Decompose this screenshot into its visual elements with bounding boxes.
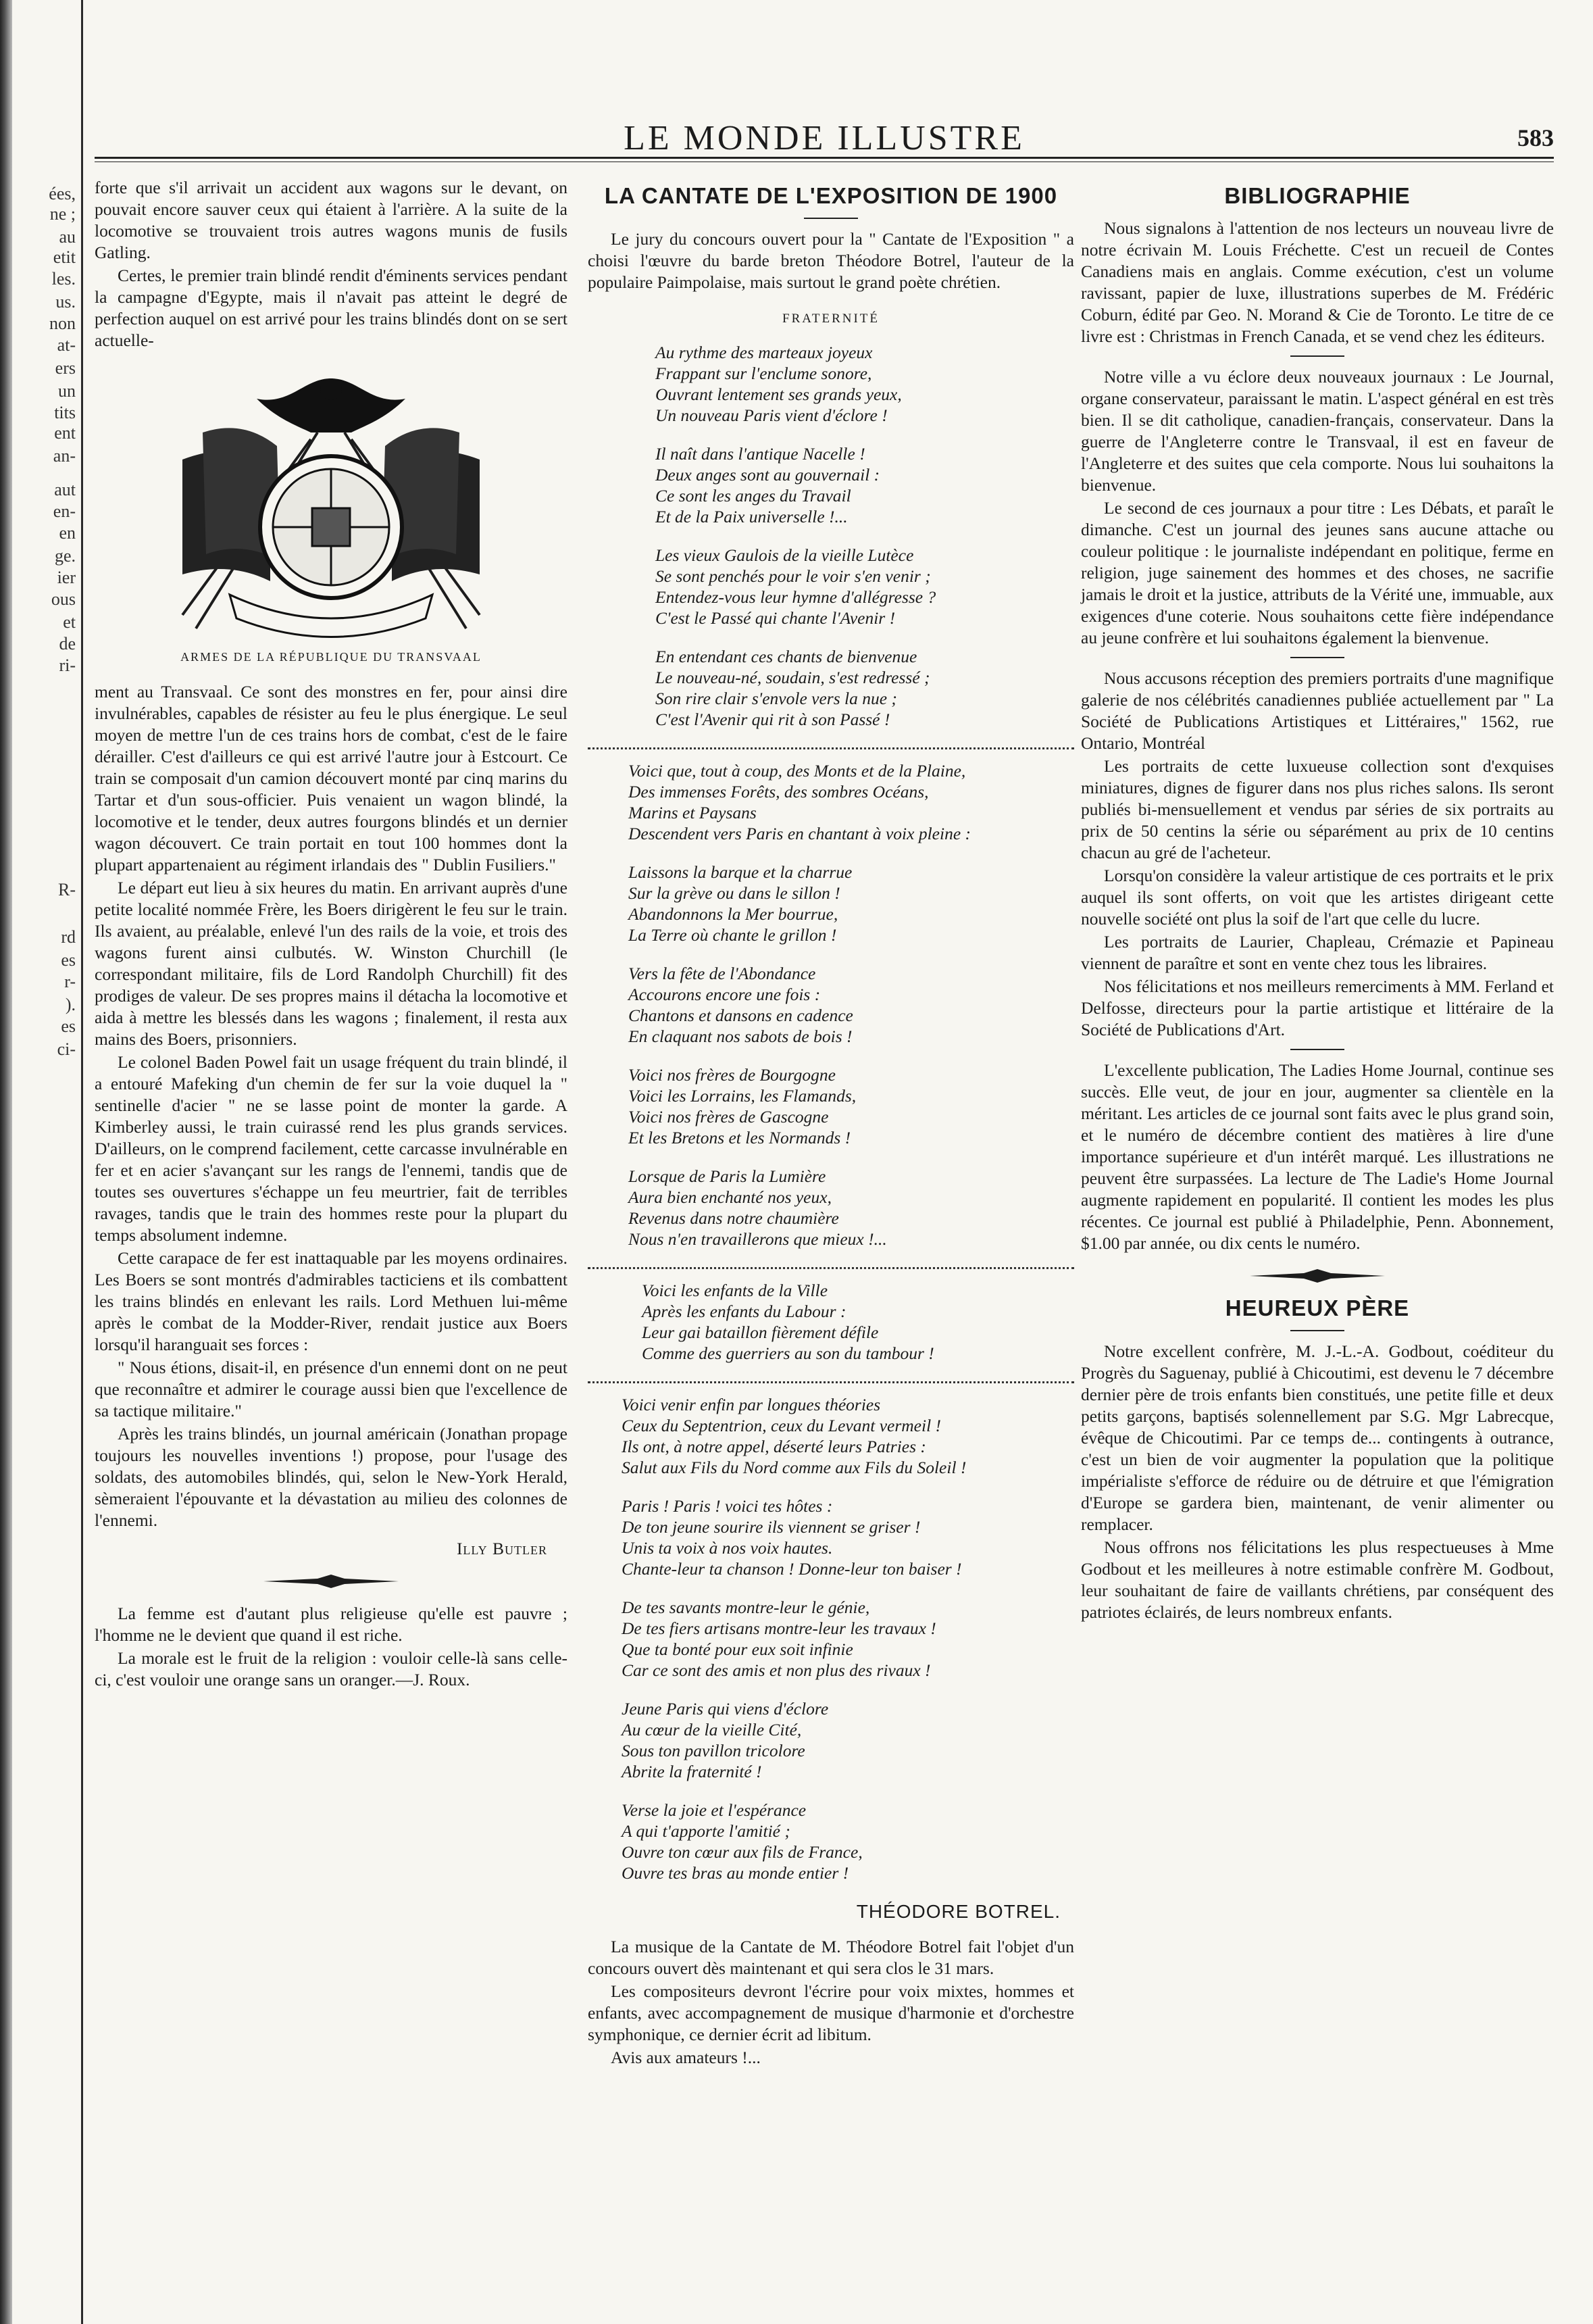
poem-stanza [588,1394,1074,1478]
edge-fragment: non [49,314,76,333]
poem-line: Que ta bonté pour eux soit infinie [622,1639,853,1659]
poem-line: Voici les enfants de la Ville [642,1281,828,1300]
paragraph: L'excellente publication, The Ladies Home Journal, continue ses succès. Elle veut, de jour en jour, augmenter sa clientèle en la méritant. Les articles de ce journal sont faits avec le plus grand soin, et le numéro de décembre contient des matières à lire d'une importance supérieure et d'un intérêt marqué. Les illustrations ne peuvent être surpassées. La lecture de The Ladie's Home Journal augmente rapidement en popularité. Il contient les modes les plus récentes. Ce journal est publié à Philadelphie, Penn. Abonnement, $1.00 par année, ou dix cents le numéro. [1081,1060,1554,1253]
poem-line: Entendez-vous leur hymne d'allégresse ? [655,587,936,607]
paragraph: Nos félicitations et nos meilleurs remerciments à MM. Ferland et Delfosse, directeurs pour la partie artistique et littéraire de la Société de Publications d'Art. [1081,976,1554,1039]
paragraph: La femme est d'autant plus religieuse qu'elle est pauvre ; l'homme ne le devient que quand il est riche. [95,1604,567,1645]
paragraph: Nous accusons réception des premiers portraits d'une magnifique galerie de nos célébrités canadiennes publiée actuellement par " La Société de Publications Artistiques et Littéraires," 1562, rue Ontario, Montréal [1081,668,1554,753]
poem-stanza [588,342,1074,426]
poem-stanza [588,963,1074,1047]
edge-fragment: tits [54,403,76,422]
edge-fragment: us. [55,292,76,312]
poem-line: Sur la grève ou dans le sillon ! [628,883,840,903]
poem-line: Se sont penchés pour le voir s'en venir ; [655,566,931,586]
poem-line: Ils ont, à notre appel, déserté leurs Patries : [622,1437,926,1456]
poem-stanza [588,1495,1074,1579]
poem-stanza [588,443,1074,527]
poem-line: En entendant ces chants de bienvenue [655,647,917,666]
poem-line: Et les Bretons et les Normands ! [628,1128,851,1147]
paragraph: Les portraits de cette luxueuse collection sont d'exquises miniatures, dignes de figurer dans nos plus riches salons. Ils seront publiés bi-mensuellement et vendus par séries de six portraits au prix de 50 centins la série ou séparément au prix de 10 centins chacun au gré de l'acheteur. [1081,756,1554,862]
poem-line: Voici les Lorrains, les Flamands, [628,1086,857,1106]
paragraph: Les portraits de Laurier, Chapleau, Crémazie et Papineau viennent de paraître et sont en vente chez tous les libraires. [1081,932,1554,973]
poem-line: Frappant sur l'enclume sonore, [655,364,872,383]
paragraph: Les compositeurs devront l'écrire pour voix mixtes, hommes et enfants, avec accompagnement de musique d'harmonie et d'orchestre symphonique, ce dernier écrit ad libitum. [588,1981,1074,2044]
paragraph: Le départ eut lieu à six heures du matin. En arrivant auprès d'une petite localité nommée Frère, les Boers dirigèrent le feu sur le train. Ils avaient, au préalable, enlevé l'un des rails de la voie, et trois des wagons furent ainsi culbutés. W. Winston Churchill (le correspondant militaire, fils de Lord Randolph Churchill) fit des prodiges de valeur. De ses propres mains il détacha la locomotive et aida à mettre les blessés dans les wagons ; finalement, il resta aux mains des Boers, prisonniers. [95,878,567,1049]
header-rule [95,157,1554,162]
paragraph: Nous offrons nos félicitations les plus respectueuses à Mme Godbout et les meilleures à notre estimable confrère M. Godbout, leur souhaitant de faire de vaillants chrétiens, par conséquent des patriotes éclairés, de leurs nombreux enfants. [1081,1537,1554,1622]
paragraph: Nous signalons à l'attention de nos lecteurs un nouveau livre de notre écrivain M. Louis Fréchette. C'est un recueil de Contes Canadiens mais en anglais. Comme exécution, c'est un volume ravissant, papier de luxe, illustrations superbes de M. Frédéric Coburn, édité par Geo. N. Morand & Cie de Toronto. Le titre de ce livre est : Christmas in French Canada, et se vend chez les éditeurs. [1081,218,1554,346]
poem-line: Salut aux Fils du Nord comme aux Fils du Soleil ! [622,1458,967,1477]
poem-stanza [588,760,1074,844]
column-3 [1081,177,1554,1625]
edge-fragment: r- [64,972,76,991]
edge-fragment: un [58,381,76,401]
paragraph: Le jury du concours ouvert pour la " Cantate de l'Exposition " a choisi l'œuvre du barde breton Théodore Botrel, l'auteur de la populaire Paimpolaise, mais surtout le grand poète chrétien. [588,229,1074,292]
edge-fragment: au [59,227,76,247]
poem-stanza [588,646,1074,730]
bibliographie-title: BIBLIOGRAPHIE [1224,183,1411,208]
edge-fragment: ous [51,589,76,609]
paragraph: " Nous étions, disait-il, en présence d'un ennemi dont on ne peut que reconnaître et admirer le courage aussi bien que l'excellence de sa tactique militaire." [95,1358,567,1420]
poem-line: Leur gai bataillon fièrement défile [642,1322,879,1342]
poem-stanza [588,1698,1074,1782]
paragraph: Notre excellent confrère, M. J.-L.-A. Godbout, coéditeur du Progrès du Saguenay, publié à Chicoutimi, est devenu le 7 décembre dernier père de trois enfants bien constitués, une petite fille et deux petits garçons, baptisés solennellement par S.G. Mgr Labrecque, évêque de Chicoutimi. Par ce temps de... contingents à outrance, c'est un bien de voir augmenter la population que la politique impérialiste s'efforce de réduire ou de détruire et que l'émigration d'Europe se gardera bien, maintenant, de venir alimenter ou remplacer. [1081,1341,1554,1534]
page-header [95,118,1554,159]
edge-fragment: ier [57,568,76,587]
poem-line: Et de la Paix universelle !... [655,507,848,526]
poem-stanza [588,1166,1074,1250]
dotted-rule [588,1267,1074,1269]
poem-line: C'est le Passé qui chante l'Avenir ! [655,608,896,628]
edge-fragment: an- [53,446,76,466]
poem-line: Chantons et dansons en cadence [628,1006,853,1025]
edge-fragment: ri- [59,656,76,675]
edge-fragment: es [61,950,76,970]
poem-line: Jeune Paris qui viens d'éclore [622,1699,829,1719]
poem-line: Ouvre tes bras au monde entier ! [622,1863,849,1883]
paragraph: Cette carapace de fer est inattaquable par les moyens ordinaires. Les Boers se sont montrés d'admirables tacticiens et ils combattent les trains blindés en enlevant les rails. Lord Methuen lui-même après le combat de la Modder-River, rendait justice aux Boers lorsqu'il haranguait ses forces : [95,1248,567,1354]
edge-fragment: ). [65,995,76,1014]
poem-line: En claquant nos sabots de bois ! [628,1027,853,1046]
edge-fragment: en- [53,501,76,521]
column-2 [588,177,1074,2070]
poem-line: La Terre où chante le grillon ! [628,925,837,945]
poem-line: Revenus dans notre chaumière [628,1208,839,1228]
poem-line: Nous n'en travaillerons que mieux !... [628,1229,887,1249]
poem-line: A qui t'apporte l'amitié ; [622,1821,790,1841]
poem-stanza [588,545,1074,628]
cantate-title: LA CANTATE DE L'EXPOSITION DE 1900 [604,183,1058,208]
poem-line: Laissons la barque et la charrue [628,862,853,882]
poem-line: Verse la joie et l'espérance [622,1800,807,1820]
poem-line: Chante-leur ta chanson ! Donne-leur ton baiser ! [622,1559,962,1579]
poem-line: Au rythme des marteaux joyeux [655,343,873,362]
coat-of-arms-icon [155,358,507,642]
poem-line: Au cœur de la vieille Cité, [622,1720,802,1739]
poem-line: Descendent vers Paris en chantant à voix pleine : [628,824,971,843]
poem-line: Sous ton pavillon tricolore [622,1741,805,1760]
paragraph: Le second de ces journaux a pour titre : Les Débats, et paraît le dimanche. C'est un journal des jeunes sans aucune attache ou couleur politique : le journaliste indépendant en politique, ferme en religion, juge sainement des hommes et des choses, ne sacrifie jamais le droit et la justice, attributs de la Vérité une, immuable, aux exigences d'une coterie. Nous souhaitons cette fière indépendance au jeune confrère et lui souhaitons également la bienvenue. [1081,498,1554,647]
poem-line: Le nouveau-né, soudain, s'est redressé ; [655,668,930,687]
poem-line: Aura bien enchanté nos yeux, [628,1187,832,1207]
short-rule [1290,1049,1344,1050]
paragraph: La morale est le fruit de la religion : vouloir celle-là sans celle-ci, c'est vouloir une orange sans un oranger.—J. Roux. [95,1648,567,1689]
edge-fragment: ent [54,423,76,443]
edge-fragment: R- [58,880,76,899]
paragraph: Après les trains blindés, un journal américain (Jonathan propage toujours les nouvelles inventions !) propose, pour l'usage des soldats, des automobiles blindés, qui, selon le New-York Herald, sèmeraient l'épouvante et la dévastation au milieu des colonnes de l'ennemi. [95,1424,567,1530]
dotted-rule [588,1381,1074,1383]
poem-line: De tes fiers artisans montre-leur les travaux ! [622,1618,936,1638]
poem-line: Voici que, tout à coup, des Monts et de la Plaine, [628,761,966,781]
poem-line: De ton jeune sourire ils viennent se griser ! [622,1517,921,1537]
poem-line: Vers la fête de l'Abondance [628,964,816,983]
column-1 [95,177,567,1692]
paragraph: La musique de la Cantate de M. Théodore Botrel fait l'objet d'un concours ouvert dès maintenant et qui sera clos le 31 mars. [588,1937,1074,1978]
ornament-divider-icon [263,1572,399,1591]
edge-fragment: at- [57,335,76,355]
edge-fragment: de [59,634,76,653]
poem-line: Abrite la fraternité ! [622,1762,762,1781]
edge-fragment: rd [61,927,76,947]
poem-line: Voici nos frères de Gascogne [628,1107,829,1127]
signature: Illy Butler [456,1539,547,1558]
edge-fragment: aut [54,480,76,499]
edge-fragment: ci- [57,1039,76,1059]
poem-line: Accourons encore une fois : [628,985,821,1004]
short-rule [804,218,858,219]
poem-line: Comme des guerriers au son du tambour ! [642,1343,934,1363]
poem-line: Lorsque de Paris la Lumière [628,1166,826,1186]
page-number: 583 [1517,124,1554,151]
edge-fragment: ées, [49,184,76,203]
poem-line: Voici nos frères de Bourgogne [628,1065,836,1085]
poem-line: Voici venir enfin par longues théories [622,1395,881,1414]
poem-line: Car ce sont des amis et non plus des rivaux ! [622,1660,931,1680]
paragraph: ment au Transvaal. Ce sont des monstres en fer, pour ainsi dire invulnérables, capables de résister au feu le plus énergique. Le seul moyen de mettre l'un de ces trains hors de combat, c'est de le faire dérailler. C'est d'ailleurs ce qui est arrivé l'autre jour à Estcourt. Ce train se composait d'un camion découvert monté par cinq marins du Tartar et d'un sous-officier. Puis venaient un wagon blindé, la locomotive et le tender, deux autres fourgons blindés et un dernier wagon découvert. Ce train portait en tout 100 hommes dont la plupart appartenaient au régiment irlandais des " Dublin Fusiliers." [95,682,567,874]
poem-line: Ouvrant lentement ses grands yeux, [655,385,902,404]
poem-author: THÉODORE BOTREL. [856,1901,1061,1922]
poem-line: Son rire clair s'envole vers la nue ; [655,689,897,708]
poem-line: C'est l'Avenir qui rit à son Passé ! [655,710,890,729]
poem-line: Ce sont les anges du Travail [655,486,851,505]
edge-fragment: etit [53,247,76,267]
poem-line: Abandonnons la Mer bourrue, [628,904,838,924]
poem-stanza [588,1064,1074,1148]
edge-fragment: ers [55,358,76,378]
poem-line: Les vieux Gaulois de la vieille Lutèce [655,545,914,565]
emblem-caption: ARMES DE LA RÉPUBLIQUE DU TRANSVAAL [180,650,482,664]
edge-fragment: et [63,612,76,632]
ornament-divider-icon [1250,1266,1385,1285]
edge-fragment: es [61,1016,76,1036]
edge-fragment: ge. [54,546,76,566]
poem-stanza [588,862,1074,945]
paragraph: Certes, le premier train blindé rendit d'éminents services pendant la campagne d'Egypte, mais il n'avait pas atteint le degré de perfection auquel on est arrivé pour les trains blindés dont on se sert actuelle- [95,266,567,350]
transvaal-coat-of-arms [95,358,567,642]
poem-line: De tes savants montre-leur le génie, [622,1598,870,1617]
poem-line: Ouvre ton cœur aux fils de France, [622,1842,863,1862]
poem-line: Ceux du Septentrion, ceux du Levant vermeil ! [622,1416,942,1435]
edge-fragment: les. [51,269,76,289]
poem-line: Il naît dans l'antique Nacelle ! [655,444,865,464]
poem-stanza [588,1280,1074,1364]
poem-line: Paris ! Paris ! voici tes hôtes : [622,1496,833,1516]
paragraph: Notre ville a vu éclore deux nouveaux journaux : Le Journal, organe conservateur, paraissant le matin. L'aspect général en est très bien. Il se dit catholique, canadien-français, conservateur. Dans la guerre de l'Angleterre contre le Transvaal, il est en faveur de l'Angleterre et des suites que cela comporte. Nous lui souhaitons la bienvenue. [1081,367,1554,495]
poem-stanza [588,1597,1074,1681]
paragraph: Avis aux amateurs !... [611,2048,761,2067]
short-rule [1290,657,1344,658]
short-rule [1290,1330,1344,1331]
poem-line: Des immenses Forêts, des sombres Océans, [628,782,929,801]
poem-line: Un nouveau Paris vient d'éclore ! [655,405,888,425]
short-rule [1290,355,1344,357]
heureux-pere-title: HEUREUX PÈRE [1225,1295,1410,1320]
poem-stanza [588,1800,1074,1883]
edge-fragment: ne ; [49,204,76,224]
paragraph: Le colonel Baden Powel fait un usage fréquent du train blindé, il a entouré Mafeking d'un chemin de fer sur la voie duquel la " sentinelle d'acier " ne se lasse point de monter la garde. A Kimberley aussi, le train cuirassé rend les plus grands services. D'ailleurs, on le comprend facilement, cette carcasse invulnérable en fer et en acier s'avançant sur les rangs de l'ennemi, tandis que de toutes ses ouvertures s'échappe un feu meurtrier, fait de terribles ravages, tandis que le train des hommes reste pour la plupart du temps absolument indemne. [95,1052,567,1245]
paragraph: forte que s'il arrivait un accident aux wagons sur le devant, on pouvait encore sauver ceux qui étaient à l'arrière. A la suite de la locomotive se trouvaient trois autres wagons munis de fusils Gatling. [95,178,567,262]
edge-fragment: en [59,523,76,543]
dotted-rule [588,747,1074,749]
binding-shadow [0,0,12,2324]
paragraph: Lorsqu'on considère la valeur artistique de ces portraits et le prix auquel ils sont offerts, on voit que les artistes dirigeant cette nouvelle société ont plus la soif de l'art que celle du lucre. [1081,866,1554,929]
poem-line: Marins et Paysans [628,803,757,822]
poem-line: Unis ta voix à nos voix hautes. [622,1538,833,1558]
poem-line: Après les enfants du Labour : [642,1302,846,1321]
poem-line: Deux anges sont au gouvernail : [655,465,880,485]
poem-title: FRATERNITÉ [782,312,880,326]
masthead: LE MONDE ILLUSTRE [624,119,1025,157]
